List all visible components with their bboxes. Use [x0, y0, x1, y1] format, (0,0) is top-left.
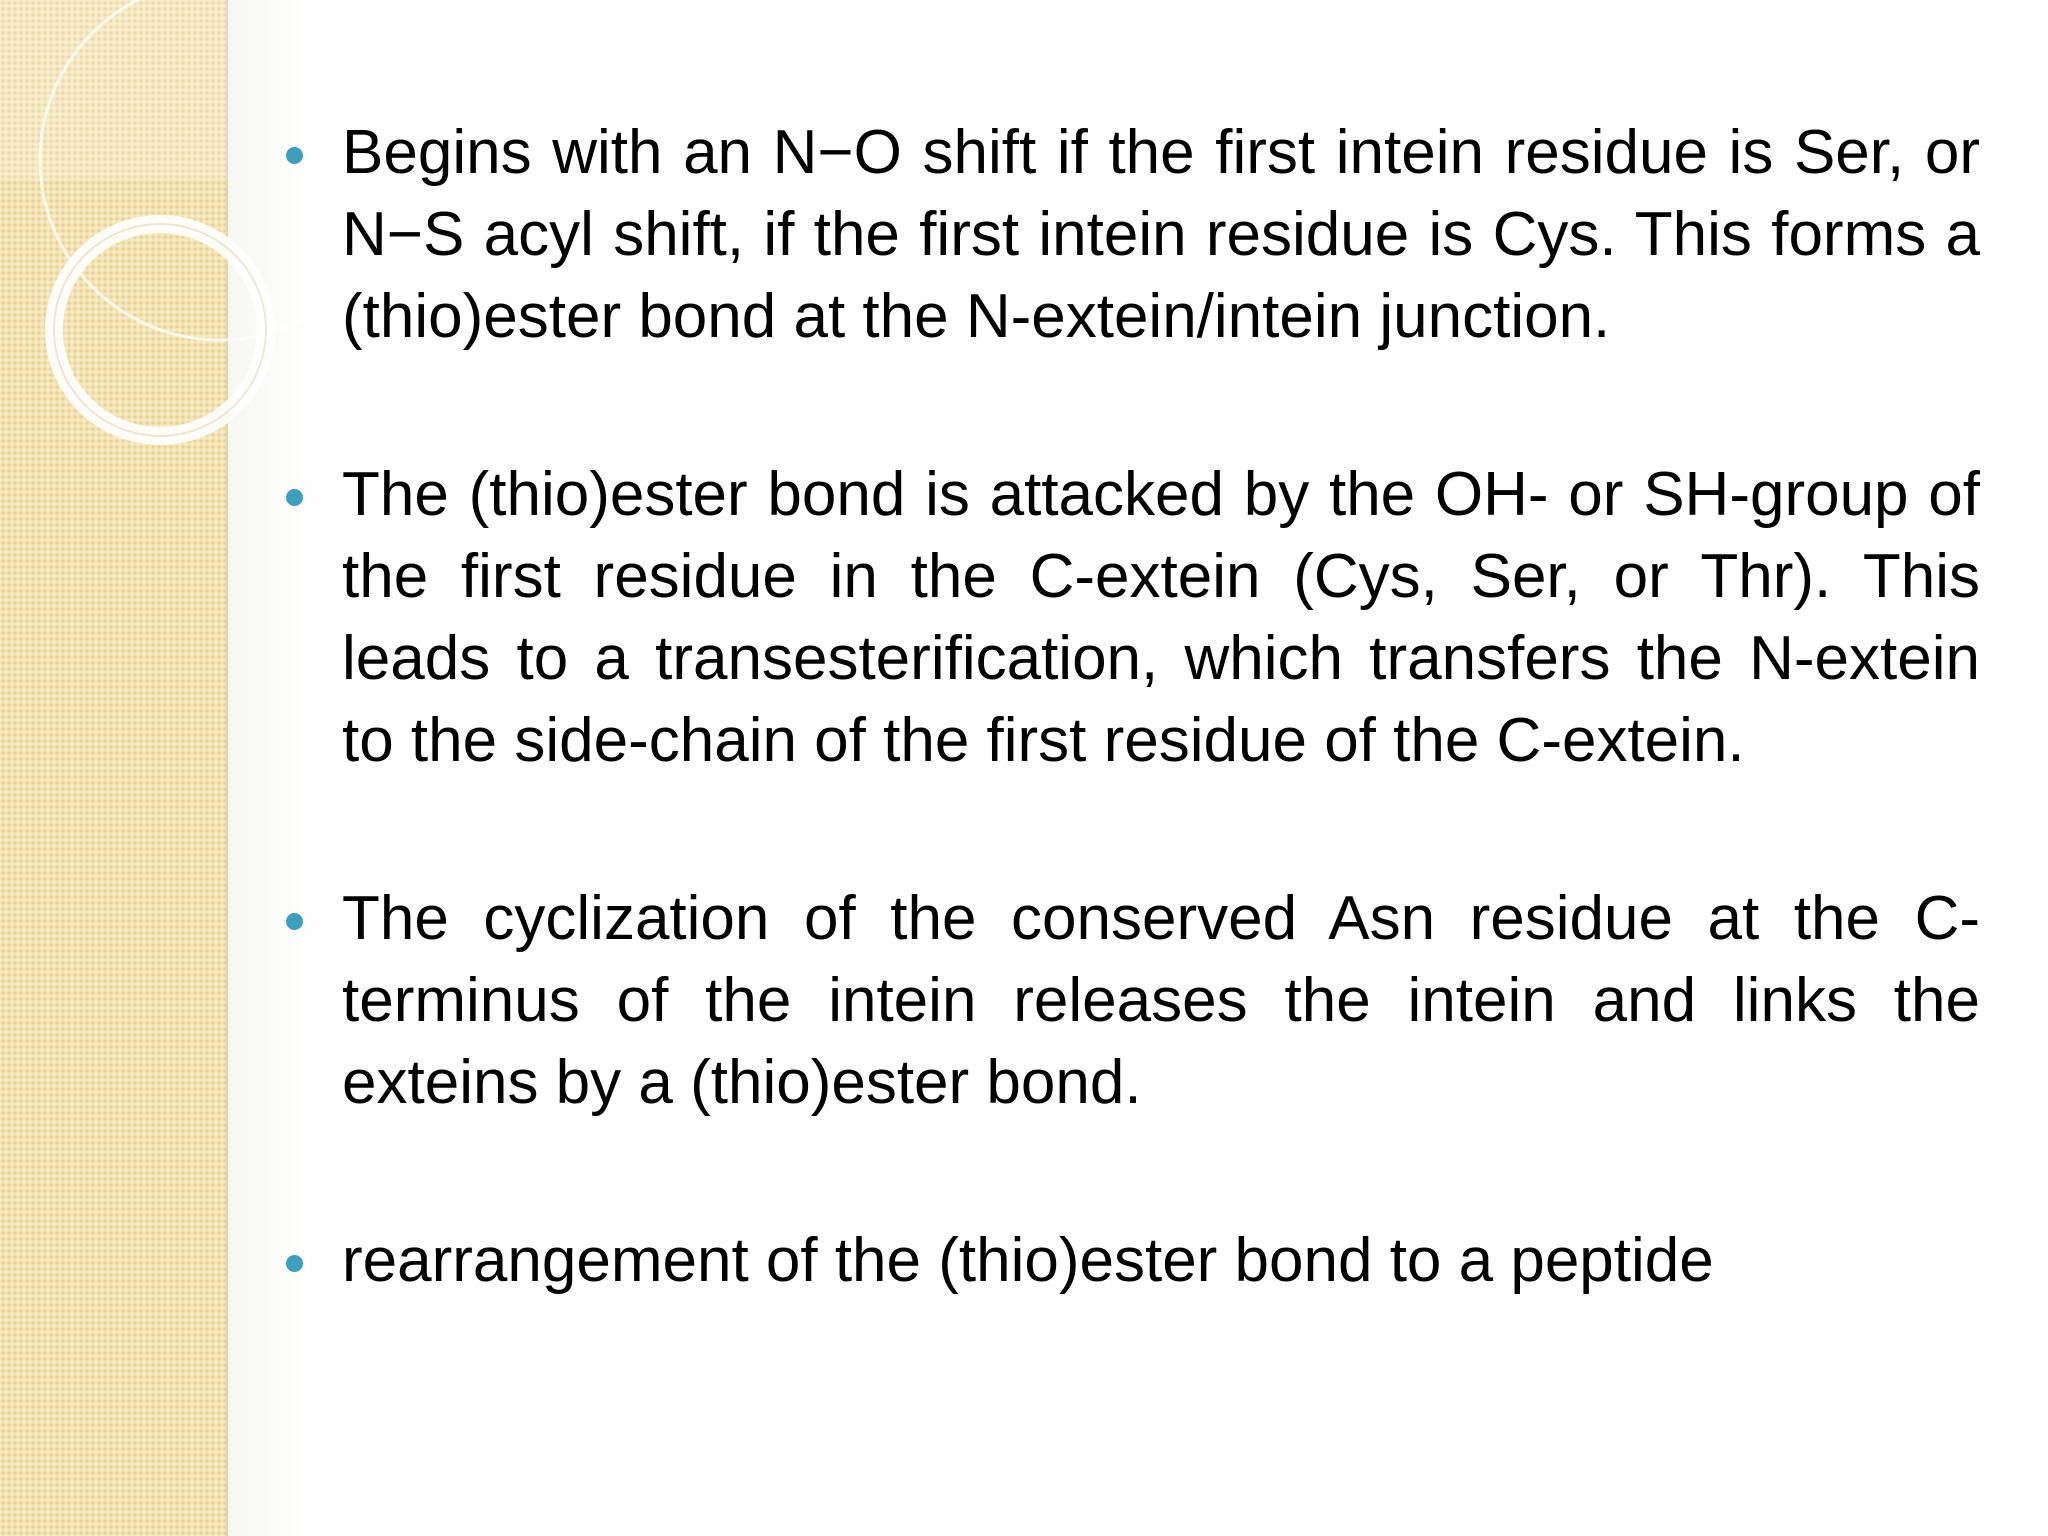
bullet-item-4 [342, 1220, 1980, 1302]
bullet-icon [286, 489, 303, 506]
bullet-text: rearrangement of the (thio)ester bond to a peptide [342, 1226, 1714, 1295]
decorative-rings [0, 0, 330, 520]
bullet-text: The (thio)ester bond is attacked by the OH- or SH-group of the first residue in the C-extein (Cys, Ser, or Thr). This leads to a transesterification, which transfers the N-extein to the side-chain of the first residue of the C-extein. [342, 460, 1980, 775]
bullet-item-1 [342, 112, 1980, 358]
ring-highlight-block [0, 0, 228, 180]
bullet-item-2 [342, 454, 1980, 782]
bullet-text: Begins with an N−O shift if the first intein residue is Ser, or N−S acyl shift, if the first intein residue is Cys. This forms a (thio)ester bond at the N-extein/intein junction. [342, 118, 1980, 351]
bullet-icon [286, 147, 303, 164]
bullet-text: The cyclization of the conserved Asn residue at the C-terminus of the intein releases the intein and links the exteins by a (thio)ester bond. [342, 884, 1980, 1117]
bullet-icon [286, 913, 303, 930]
bullet-icon [286, 1255, 303, 1272]
bullet-item-3 [342, 878, 1980, 1124]
bullet-list [342, 112, 1980, 1398]
